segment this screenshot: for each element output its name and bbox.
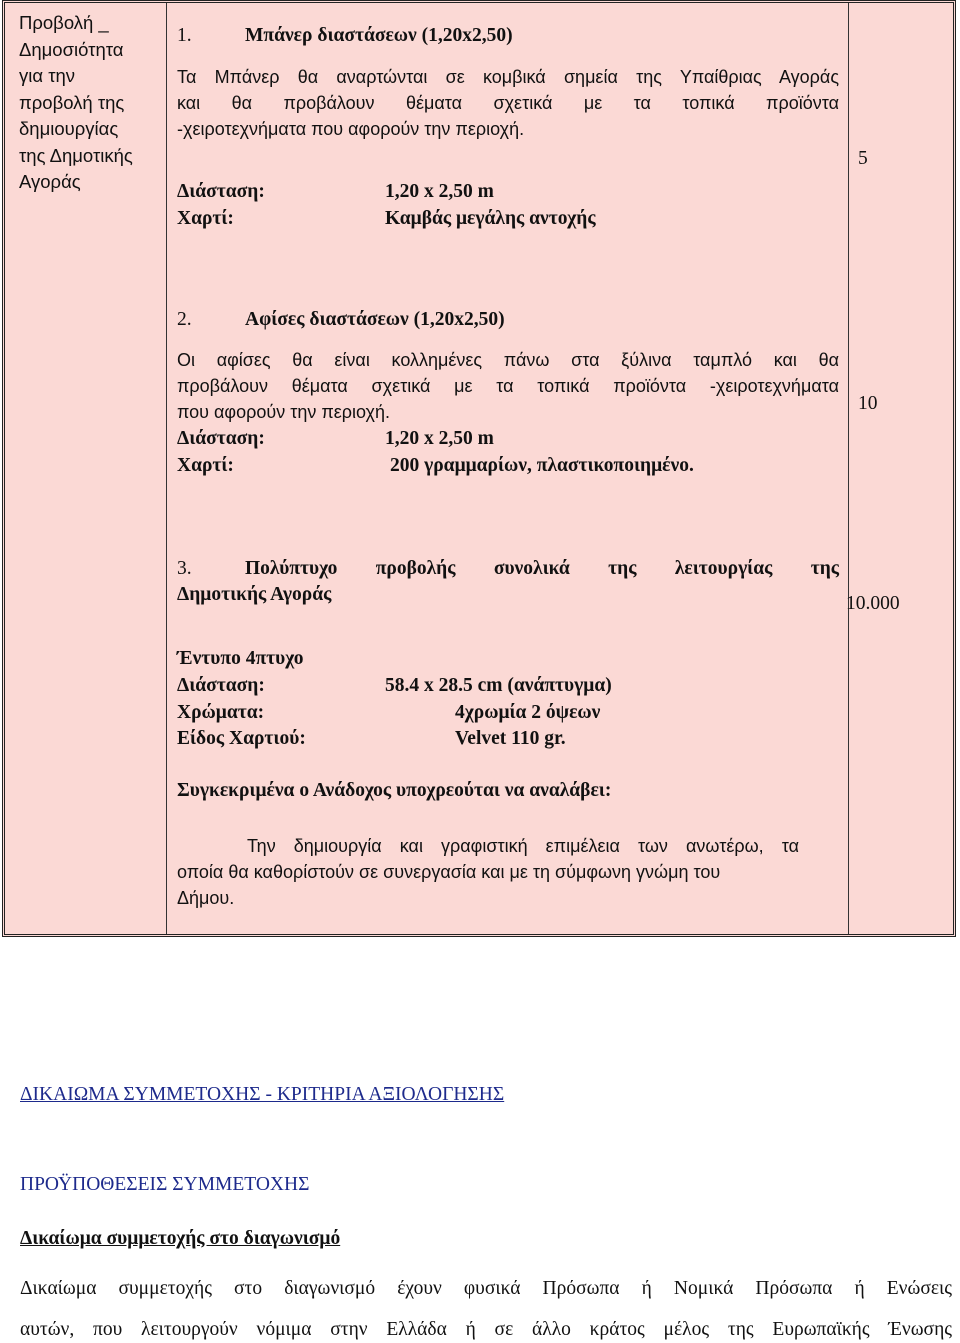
item-quantity: 10.000 — [846, 593, 900, 614]
spec-label: Χαρτί: — [177, 455, 234, 476]
item-title: Αφίσες διαστάσεων (1,20x2,50) — [245, 309, 505, 330]
spec-label: Είδος Χαρτιού: — [177, 728, 306, 749]
spec-value: 4χρωμία 2 όψεων — [455, 702, 601, 723]
item-title: Πολύπτυχο προβολής συνολικά της λειτουργίας της — [245, 558, 839, 579]
spec-value: Καμβάς μεγάλης αντοχής — [385, 208, 596, 229]
paragraph-line: Δικαίωμα συμμετοχής στο διαγωνισμό έχουν φυσικά Πρόσωπα ή Νομικά Πρόσωπα ή Ενώσεις — [20, 1278, 952, 1299]
spec-value: 1,20 x 2,50 m — [385, 428, 494, 449]
row-label-line: για την — [19, 65, 76, 86]
spec-label: Διάσταση: — [177, 428, 265, 449]
subsection-heading: ΠΡΟΫΠΟΘΕΣΕΙΣ ΣΥΜΜΕΤΟΧΗΣ — [20, 1174, 310, 1195]
spec-label: Χαρτί: — [177, 208, 234, 229]
item-quantity: 5 — [858, 148, 868, 169]
item-description-line: προβάλουν θέματα σχετικά με τα τοπικά προϊόντα -χειροτεχνήματα — [177, 376, 839, 396]
item-quantity: 10 — [858, 393, 878, 414]
row-label-line: Αγοράς — [19, 171, 81, 192]
spec-label: Διάσταση: — [177, 181, 265, 202]
item-title: Μπάνερ διαστάσεων (1,20x2,50) — [245, 25, 513, 46]
spec-table — [2, 0, 956, 937]
paragraph-title: Δικαίωμα συμμετοχής στο διαγωνισμό — [20, 1228, 341, 1249]
obligation-line: οποία θα καθορίστούν σε συνεργασία και με τη σύμφωνη γνώμη του — [177, 862, 721, 882]
spec-label: Χρώματα: — [177, 702, 265, 723]
section-heading: ΔΙΚΑΙΩΜΑ ΣΥΜΜΕΤΟΧΗΣ - ΚΡΙΤΗΡΙΑ ΑΞΙΟΛΟΓΗΣΗΣ — [20, 1084, 505, 1105]
obligation-line: Δήμου. — [177, 888, 235, 908]
column-divider — [166, 3, 167, 934]
item-number: 2. — [177, 309, 192, 330]
spec-value: 1,20 x 2,50 m — [385, 181, 494, 202]
row-label — [19, 10, 159, 196]
spec-value: 200 γραμμαρίων, πλαστικοποιημένο. — [390, 455, 694, 476]
row-label-line: δημιουργίας — [19, 118, 119, 139]
item-description-line: που αφορούν την περιοχή. — [177, 402, 390, 422]
spec-value: Velvet 110 gr. — [455, 728, 566, 749]
item-description-line: Οι αφίσες θα είναι κολλημένες πάνω στα ξύλινα ταμπλό και θα — [177, 350, 839, 370]
column-divider — [848, 3, 849, 934]
row-label-line: Δημοσιότητα — [19, 38, 124, 60]
item-number: 1. — [177, 25, 192, 46]
obligation-line: Την δημιουργία και γραφιστική επιμέλεια των ανωτέρω, τα — [247, 836, 799, 856]
item-description-line: Τα Μπάνερ θα αναρτώνται σε κομβικά σημεία της Υπαίθριας Αγοράς — [177, 67, 839, 87]
row-label-line: της Δημοτικής — [19, 144, 133, 166]
spec-label: Διάσταση: — [177, 675, 265, 696]
row-label-line: Προβολή _ — [19, 12, 109, 33]
spec-value: 58.4 x 28.5 cm (ανάπτυγμα) — [385, 675, 612, 696]
item-number: 3. — [177, 558, 192, 579]
item-title: Δημοτικής Αγοράς — [177, 584, 332, 605]
paragraph-line: αυτών, που λειτουργούν νόμιμα στην Ελλάδα ή σε άλλο κράτος μέλος της Ευρωπαϊκής Ένωσης — [20, 1319, 952, 1340]
item-description-line: -χειροτεχνήματα που αφορούν την περιοχή. — [177, 119, 525, 139]
item-format: Έντυπο 4πτυχο — [177, 648, 304, 669]
item-description-line: και θα προβάλουν θέματα σχετικά με τα τοπικά προϊόντα — [177, 93, 839, 113]
row-label-line: προβολή της — [19, 91, 125, 113]
obligation-heading: Συγκεκριμένα ο Ανάδοχος υποχρεούται να αναλάβει: — [177, 780, 612, 801]
